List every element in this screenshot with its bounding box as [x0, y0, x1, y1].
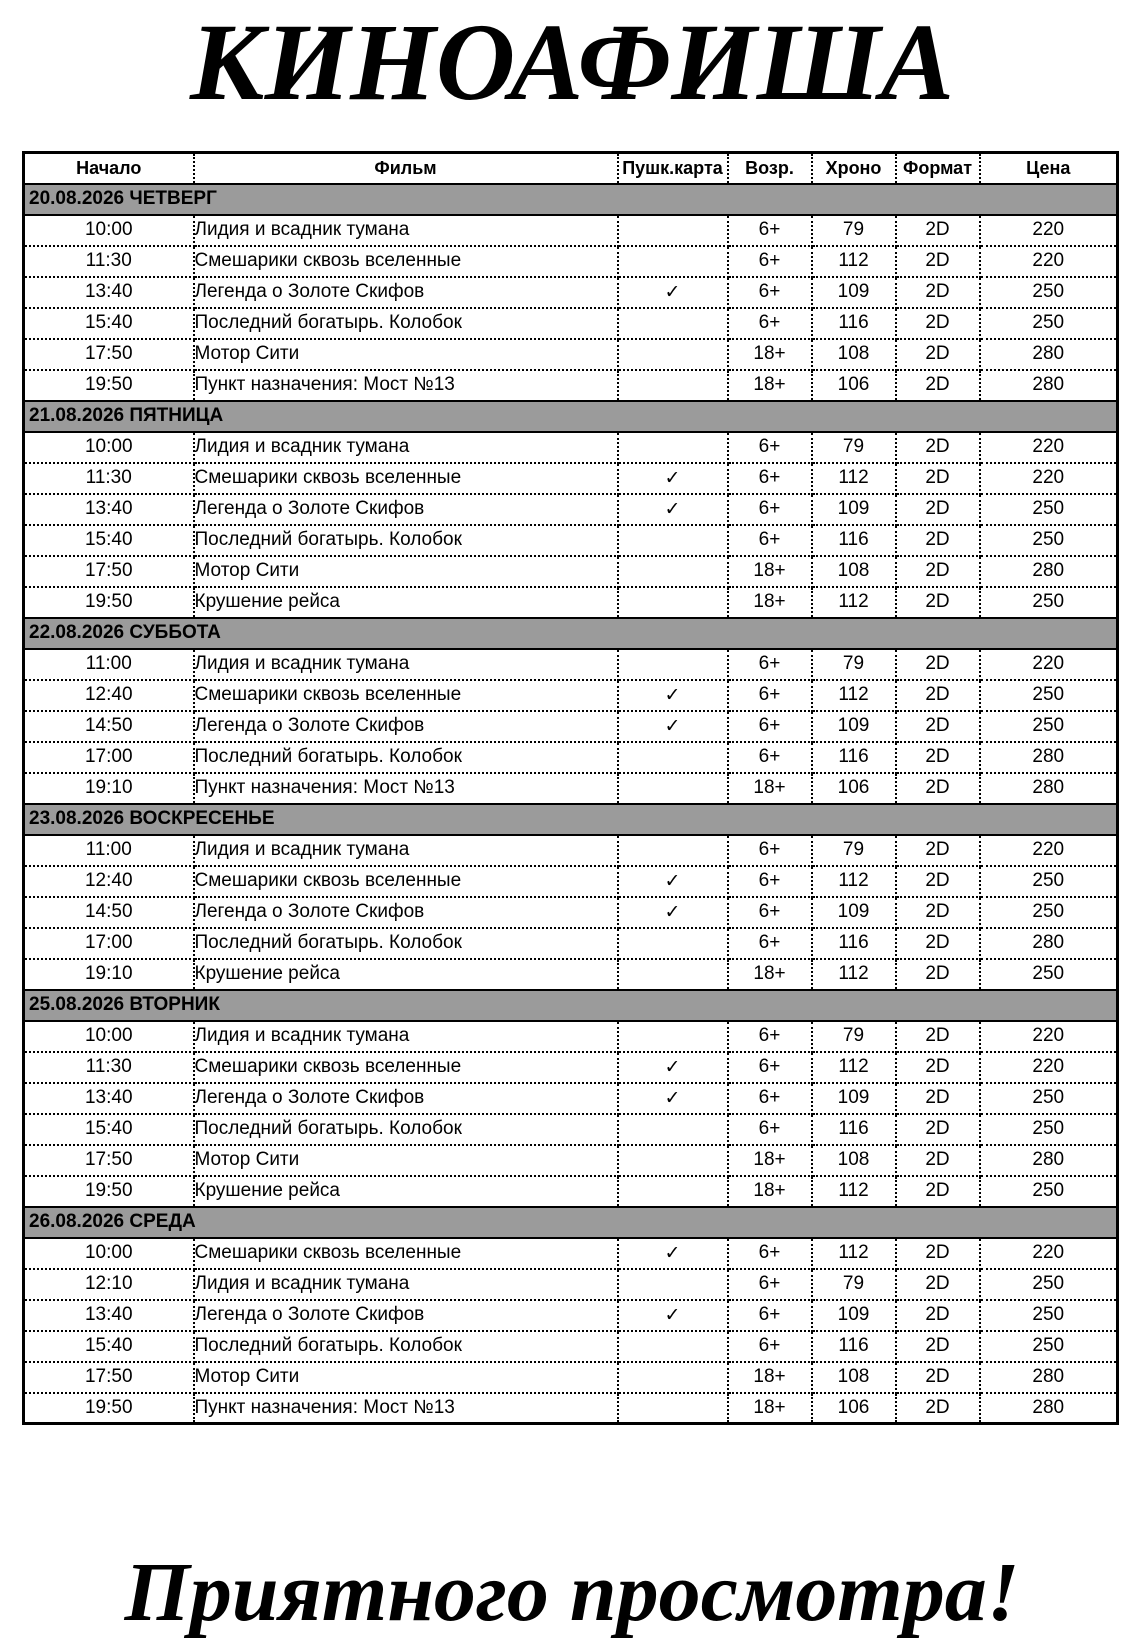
session-row [24, 897, 1118, 928]
session-time: 13:40 [24, 494, 194, 525]
session-row [24, 308, 1118, 339]
pushkin-card-check [618, 215, 728, 246]
day-header-row [24, 618, 1118, 649]
session-row [24, 277, 1118, 308]
session-time: 13:40 [24, 277, 194, 308]
session-age-rating: 6+ [728, 246, 812, 277]
day-header-row [24, 1207, 1118, 1238]
session-age-rating: 6+ [728, 1331, 812, 1362]
session-row [24, 959, 1118, 990]
session-film: Лидия и всадник тумана [194, 215, 618, 246]
session-film: Легенда о Золоте Скифов [194, 1300, 618, 1331]
day-label: 21.08.2026 ПЯТНИЦА [24, 401, 1118, 432]
session-format: 2D [896, 308, 980, 339]
session-duration: 79 [812, 432, 896, 463]
session-row [24, 339, 1118, 370]
session-time: 15:40 [24, 1114, 194, 1145]
session-time: 11:30 [24, 463, 194, 494]
session-age-rating: 6+ [728, 1114, 812, 1145]
session-time: 19:10 [24, 959, 194, 990]
session-format: 2D [896, 1238, 980, 1269]
session-format: 2D [896, 1145, 980, 1176]
session-price: 280 [980, 370, 1118, 401]
session-format: 2D [896, 649, 980, 680]
day-header-row [24, 990, 1118, 1021]
column-header-pushkin: Пушк.карта [618, 153, 728, 184]
session-film: Последний богатырь. Колобок [194, 742, 618, 773]
day-label: 20.08.2026 ЧЕТВЕРГ [24, 184, 1118, 215]
poster-title: КИНОАФИША [190, 1, 954, 123]
session-format: 2D [896, 215, 980, 246]
column-header-age: Возр. [728, 153, 812, 184]
session-price: 250 [980, 525, 1118, 556]
session-format: 2D [896, 1176, 980, 1207]
session-row [24, 1238, 1118, 1269]
session-duration: 112 [812, 587, 896, 618]
session-duration: 106 [812, 773, 896, 804]
session-film: Мотор Сити [194, 1362, 618, 1393]
session-format: 2D [896, 711, 980, 742]
session-time: 10:00 [24, 432, 194, 463]
session-time: 10:00 [24, 1021, 194, 1052]
session-row [24, 1145, 1118, 1176]
pushkin-card-check [618, 835, 728, 866]
session-age-rating: 18+ [728, 1176, 812, 1207]
pushkin-card-check: ✓ [618, 1300, 728, 1331]
session-price: 280 [980, 742, 1118, 773]
pushkin-card-check: ✓ [618, 680, 728, 711]
session-age-rating: 6+ [728, 1052, 812, 1083]
column-header-duration: Хроно [812, 153, 896, 184]
session-film: Лидия и всадник тумана [194, 1021, 618, 1052]
session-age-rating: 6+ [728, 1269, 812, 1300]
session-price: 250 [980, 1331, 1118, 1362]
session-duration: 112 [812, 959, 896, 990]
session-price: 280 [980, 773, 1118, 804]
session-film: Крушение рейса [194, 959, 618, 990]
pushkin-card-check: ✓ [618, 463, 728, 494]
session-row [24, 246, 1118, 277]
session-age-rating: 18+ [728, 556, 812, 587]
pushkin-card-check: ✓ [618, 1238, 728, 1269]
session-time: 11:30 [24, 1052, 194, 1083]
session-duration: 116 [812, 742, 896, 773]
session-duration: 109 [812, 1300, 896, 1331]
session-time: 14:50 [24, 897, 194, 928]
column-header-format: Формат [896, 153, 980, 184]
session-duration: 79 [812, 835, 896, 866]
session-film: Лидия и всадник тумана [194, 649, 618, 680]
session-format: 2D [896, 370, 980, 401]
session-film: Мотор Сити [194, 339, 618, 370]
pushkin-card-check: ✓ [618, 711, 728, 742]
session-row [24, 835, 1118, 866]
session-duration: 116 [812, 308, 896, 339]
day-label: 22.08.2026 СУББОТА [24, 618, 1118, 649]
session-time: 17:50 [24, 1145, 194, 1176]
session-film: Смешарики сквозь вселенные [194, 1238, 618, 1269]
session-time: 19:50 [24, 1176, 194, 1207]
pushkin-card-check [618, 1114, 728, 1145]
day-header-row [24, 401, 1118, 432]
session-film: Последний богатырь. Колобок [194, 928, 618, 959]
session-duration: 109 [812, 897, 896, 928]
pushkin-card-check [618, 339, 728, 370]
session-film: Лидия и всадник тумана [194, 835, 618, 866]
session-film: Лидия и всадник тумана [194, 432, 618, 463]
session-row [24, 587, 1118, 618]
session-format: 2D [896, 1331, 980, 1362]
session-time: 10:00 [24, 215, 194, 246]
session-format: 2D [896, 525, 980, 556]
session-price: 220 [980, 649, 1118, 680]
session-price: 280 [980, 1145, 1118, 1176]
session-time: 13:40 [24, 1300, 194, 1331]
session-price: 220 [980, 215, 1118, 246]
session-row [24, 773, 1118, 804]
session-duration: 116 [812, 1114, 896, 1145]
session-price: 250 [980, 1176, 1118, 1207]
session-price: 250 [980, 897, 1118, 928]
session-age-rating: 6+ [728, 835, 812, 866]
session-age-rating: 6+ [728, 742, 812, 773]
session-age-rating: 6+ [728, 649, 812, 680]
session-format: 2D [896, 742, 980, 773]
day-label: 25.08.2026 ВТОРНИК [24, 990, 1118, 1021]
session-format: 2D [896, 432, 980, 463]
session-age-rating: 18+ [728, 1145, 812, 1176]
session-age-rating: 6+ [728, 1238, 812, 1269]
session-film: Мотор Сити [194, 1145, 618, 1176]
session-age-rating: 6+ [728, 928, 812, 959]
pushkin-card-check [618, 1176, 728, 1207]
session-time: 19:50 [24, 370, 194, 401]
pushkin-card-check [618, 432, 728, 463]
session-row [24, 494, 1118, 525]
session-price: 220 [980, 463, 1118, 494]
session-duration: 112 [812, 463, 896, 494]
session-time: 12:40 [24, 866, 194, 897]
pushkin-card-check [618, 1393, 728, 1424]
session-duration: 79 [812, 1269, 896, 1300]
session-film: Последний богатырь. Колобок [194, 525, 618, 556]
session-duration: 112 [812, 1238, 896, 1269]
session-format: 2D [896, 1052, 980, 1083]
session-age-rating: 6+ [728, 277, 812, 308]
session-price: 250 [980, 680, 1118, 711]
session-time: 15:40 [24, 308, 194, 339]
session-film: Легенда о Золоте Скифов [194, 711, 618, 742]
pushkin-card-check [618, 246, 728, 277]
session-duration: 79 [812, 1021, 896, 1052]
session-row [24, 1176, 1118, 1207]
pushkin-card-check [618, 370, 728, 401]
pushkin-card-check [618, 587, 728, 618]
session-format: 2D [896, 1269, 980, 1300]
pushkin-card-check [618, 1145, 728, 1176]
session-film: Лидия и всадник тумана [194, 1269, 618, 1300]
session-price: 250 [980, 959, 1118, 990]
header-row [24, 153, 1118, 184]
pushkin-card-check: ✓ [618, 1083, 728, 1114]
session-age-rating: 6+ [728, 215, 812, 246]
pushkin-card-check [618, 1331, 728, 1362]
session-film: Легенда о Золоте Скифов [194, 897, 618, 928]
session-age-rating: 6+ [728, 866, 812, 897]
session-time: 15:40 [24, 525, 194, 556]
session-format: 2D [896, 866, 980, 897]
day-label: 23.08.2026 ВОСКРЕСЕНЬЕ [24, 804, 1118, 835]
session-age-rating: 6+ [728, 1300, 812, 1331]
session-price: 220 [980, 432, 1118, 463]
session-duration: 79 [812, 649, 896, 680]
session-age-rating: 6+ [728, 308, 812, 339]
pushkin-card-check: ✓ [618, 866, 728, 897]
session-price: 220 [980, 835, 1118, 866]
column-header-film: Фильм [194, 153, 618, 184]
session-duration: 112 [812, 866, 896, 897]
session-format: 2D [896, 959, 980, 990]
column-header-start: Начало [24, 153, 194, 184]
session-time: 14:50 [24, 711, 194, 742]
session-duration: 108 [812, 339, 896, 370]
session-price: 220 [980, 1052, 1118, 1083]
session-format: 2D [896, 1393, 980, 1424]
session-age-rating: 18+ [728, 1393, 812, 1424]
session-film: Последний богатырь. Колобок [194, 1331, 618, 1362]
session-format: 2D [896, 494, 980, 525]
session-format: 2D [896, 773, 980, 804]
session-film: Легенда о Золоте Скифов [194, 277, 618, 308]
session-film: Пункт назначения: Мост №13 [194, 370, 618, 401]
session-duration: 108 [812, 1145, 896, 1176]
pushkin-card-check: ✓ [618, 897, 728, 928]
session-time: 17:50 [24, 339, 194, 370]
session-duration: 112 [812, 680, 896, 711]
session-duration: 112 [812, 1052, 896, 1083]
session-price: 250 [980, 866, 1118, 897]
session-time: 11:00 [24, 649, 194, 680]
session-format: 2D [896, 680, 980, 711]
session-format: 2D [896, 246, 980, 277]
session-duration: 106 [812, 370, 896, 401]
session-film: Мотор Сити [194, 556, 618, 587]
pushkin-card-check [618, 773, 728, 804]
session-format: 2D [896, 463, 980, 494]
session-format: 2D [896, 835, 980, 866]
session-duration: 116 [812, 1331, 896, 1362]
session-row [24, 1021, 1118, 1052]
session-duration: 108 [812, 556, 896, 587]
session-row [24, 711, 1118, 742]
session-row [24, 1083, 1118, 1114]
session-age-rating: 18+ [728, 370, 812, 401]
pushkin-card-check [618, 525, 728, 556]
session-age-rating: 6+ [728, 525, 812, 556]
session-price: 220 [980, 1021, 1118, 1052]
session-time: 13:40 [24, 1083, 194, 1114]
session-row [24, 556, 1118, 587]
session-time: 17:50 [24, 1362, 194, 1393]
session-duration: 79 [812, 215, 896, 246]
session-row [24, 215, 1118, 246]
session-row [24, 680, 1118, 711]
session-row [24, 928, 1118, 959]
session-film: Последний богатырь. Колобок [194, 308, 618, 339]
session-film: Смешарики сквозь вселенные [194, 463, 618, 494]
session-time: 10:00 [24, 1238, 194, 1269]
session-duration: 116 [812, 525, 896, 556]
session-age-rating: 6+ [728, 432, 812, 463]
pushkin-card-check [618, 742, 728, 773]
session-age-rating: 18+ [728, 959, 812, 990]
session-duration: 106 [812, 1393, 896, 1424]
pushkin-card-check: ✓ [618, 277, 728, 308]
session-format: 2D [896, 587, 980, 618]
session-age-rating: 6+ [728, 711, 812, 742]
session-age-rating: 6+ [728, 1083, 812, 1114]
session-format: 2D [896, 1300, 980, 1331]
session-age-rating: 18+ [728, 587, 812, 618]
day-header-row [24, 184, 1118, 215]
poster-footer: Приятного просмотра! [124, 1546, 1020, 1639]
session-film: Смешарики сквозь вселенные [194, 866, 618, 897]
session-film: Пункт назначения: Мост №13 [194, 773, 618, 804]
session-price: 280 [980, 928, 1118, 959]
session-price: 280 [980, 1362, 1118, 1393]
pushkin-card-check [618, 1021, 728, 1052]
session-row [24, 649, 1118, 680]
column-header-price: Цена [980, 153, 1118, 184]
session-row [24, 1393, 1118, 1424]
session-price: 250 [980, 1083, 1118, 1114]
session-age-rating: 6+ [728, 494, 812, 525]
session-row [24, 463, 1118, 494]
pushkin-card-check: ✓ [618, 494, 728, 525]
session-time: 17:00 [24, 742, 194, 773]
session-time: 19:10 [24, 773, 194, 804]
session-film: Смешарики сквозь вселенные [194, 680, 618, 711]
session-age-rating: 18+ [728, 1362, 812, 1393]
session-duration: 112 [812, 246, 896, 277]
session-price: 250 [980, 587, 1118, 618]
session-age-rating: 18+ [728, 339, 812, 370]
day-header-row [24, 804, 1118, 835]
session-format: 2D [896, 1362, 980, 1393]
session-price: 250 [980, 308, 1118, 339]
session-age-rating: 6+ [728, 1021, 812, 1052]
session-format: 2D [896, 1021, 980, 1052]
session-duration: 109 [812, 277, 896, 308]
session-price: 280 [980, 556, 1118, 587]
pushkin-card-check [618, 308, 728, 339]
schedule-table [22, 151, 1119, 1425]
session-duration: 108 [812, 1362, 896, 1393]
session-price: 250 [980, 1114, 1118, 1145]
session-format: 2D [896, 1114, 980, 1145]
session-row [24, 866, 1118, 897]
session-price: 220 [980, 1238, 1118, 1269]
pushkin-card-check [618, 1362, 728, 1393]
session-time: 17:00 [24, 928, 194, 959]
session-time: 17:50 [24, 556, 194, 587]
session-age-rating: 6+ [728, 463, 812, 494]
session-duration: 109 [812, 1083, 896, 1114]
session-format: 2D [896, 339, 980, 370]
session-format: 2D [896, 277, 980, 308]
session-time: 15:40 [24, 1331, 194, 1362]
session-film: Крушение рейса [194, 587, 618, 618]
session-time: 11:00 [24, 835, 194, 866]
session-price: 250 [980, 1300, 1118, 1331]
session-price: 250 [980, 711, 1118, 742]
pushkin-card-check [618, 928, 728, 959]
session-price: 250 [980, 277, 1118, 308]
session-time: 12:40 [24, 680, 194, 711]
session-price: 250 [980, 494, 1118, 525]
session-format: 2D [896, 1083, 980, 1114]
session-time: 19:50 [24, 587, 194, 618]
session-age-rating: 6+ [728, 897, 812, 928]
session-row [24, 525, 1118, 556]
session-film: Крушение рейса [194, 1176, 618, 1207]
session-price: 220 [980, 246, 1118, 277]
pushkin-card-check [618, 1269, 728, 1300]
session-film: Последний богатырь. Колобок [194, 1114, 618, 1145]
session-film: Смешарики сквозь вселенные [194, 1052, 618, 1083]
session-price: 250 [980, 1269, 1118, 1300]
session-row [24, 1300, 1118, 1331]
session-row [24, 742, 1118, 773]
pushkin-card-check: ✓ [618, 1052, 728, 1083]
session-duration: 112 [812, 1176, 896, 1207]
session-duration: 109 [812, 494, 896, 525]
session-row [24, 432, 1118, 463]
session-age-rating: 18+ [728, 773, 812, 804]
session-format: 2D [896, 897, 980, 928]
session-row [24, 1362, 1118, 1393]
session-time: 19:50 [24, 1393, 194, 1424]
session-age-rating: 6+ [728, 680, 812, 711]
session-film: Легенда о Золоте Скифов [194, 494, 618, 525]
session-format: 2D [896, 928, 980, 959]
session-row [24, 1331, 1118, 1362]
session-time: 11:30 [24, 246, 194, 277]
session-film: Смешарики сквозь вселенные [194, 246, 618, 277]
session-film: Пункт назначения: Мост №13 [194, 1393, 618, 1424]
session-time: 12:10 [24, 1269, 194, 1300]
session-row [24, 1269, 1118, 1300]
session-duration: 116 [812, 928, 896, 959]
session-price: 280 [980, 339, 1118, 370]
day-label: 26.08.2026 СРЕДА [24, 1207, 1118, 1238]
session-price: 280 [980, 1393, 1118, 1424]
session-row [24, 1052, 1118, 1083]
pushkin-card-check [618, 649, 728, 680]
session-duration: 109 [812, 711, 896, 742]
session-row [24, 370, 1118, 401]
session-film: Легенда о Золоте Скифов [194, 1083, 618, 1114]
session-format: 2D [896, 556, 980, 587]
pushkin-card-check [618, 556, 728, 587]
session-row [24, 1114, 1118, 1145]
pushkin-card-check [618, 959, 728, 990]
